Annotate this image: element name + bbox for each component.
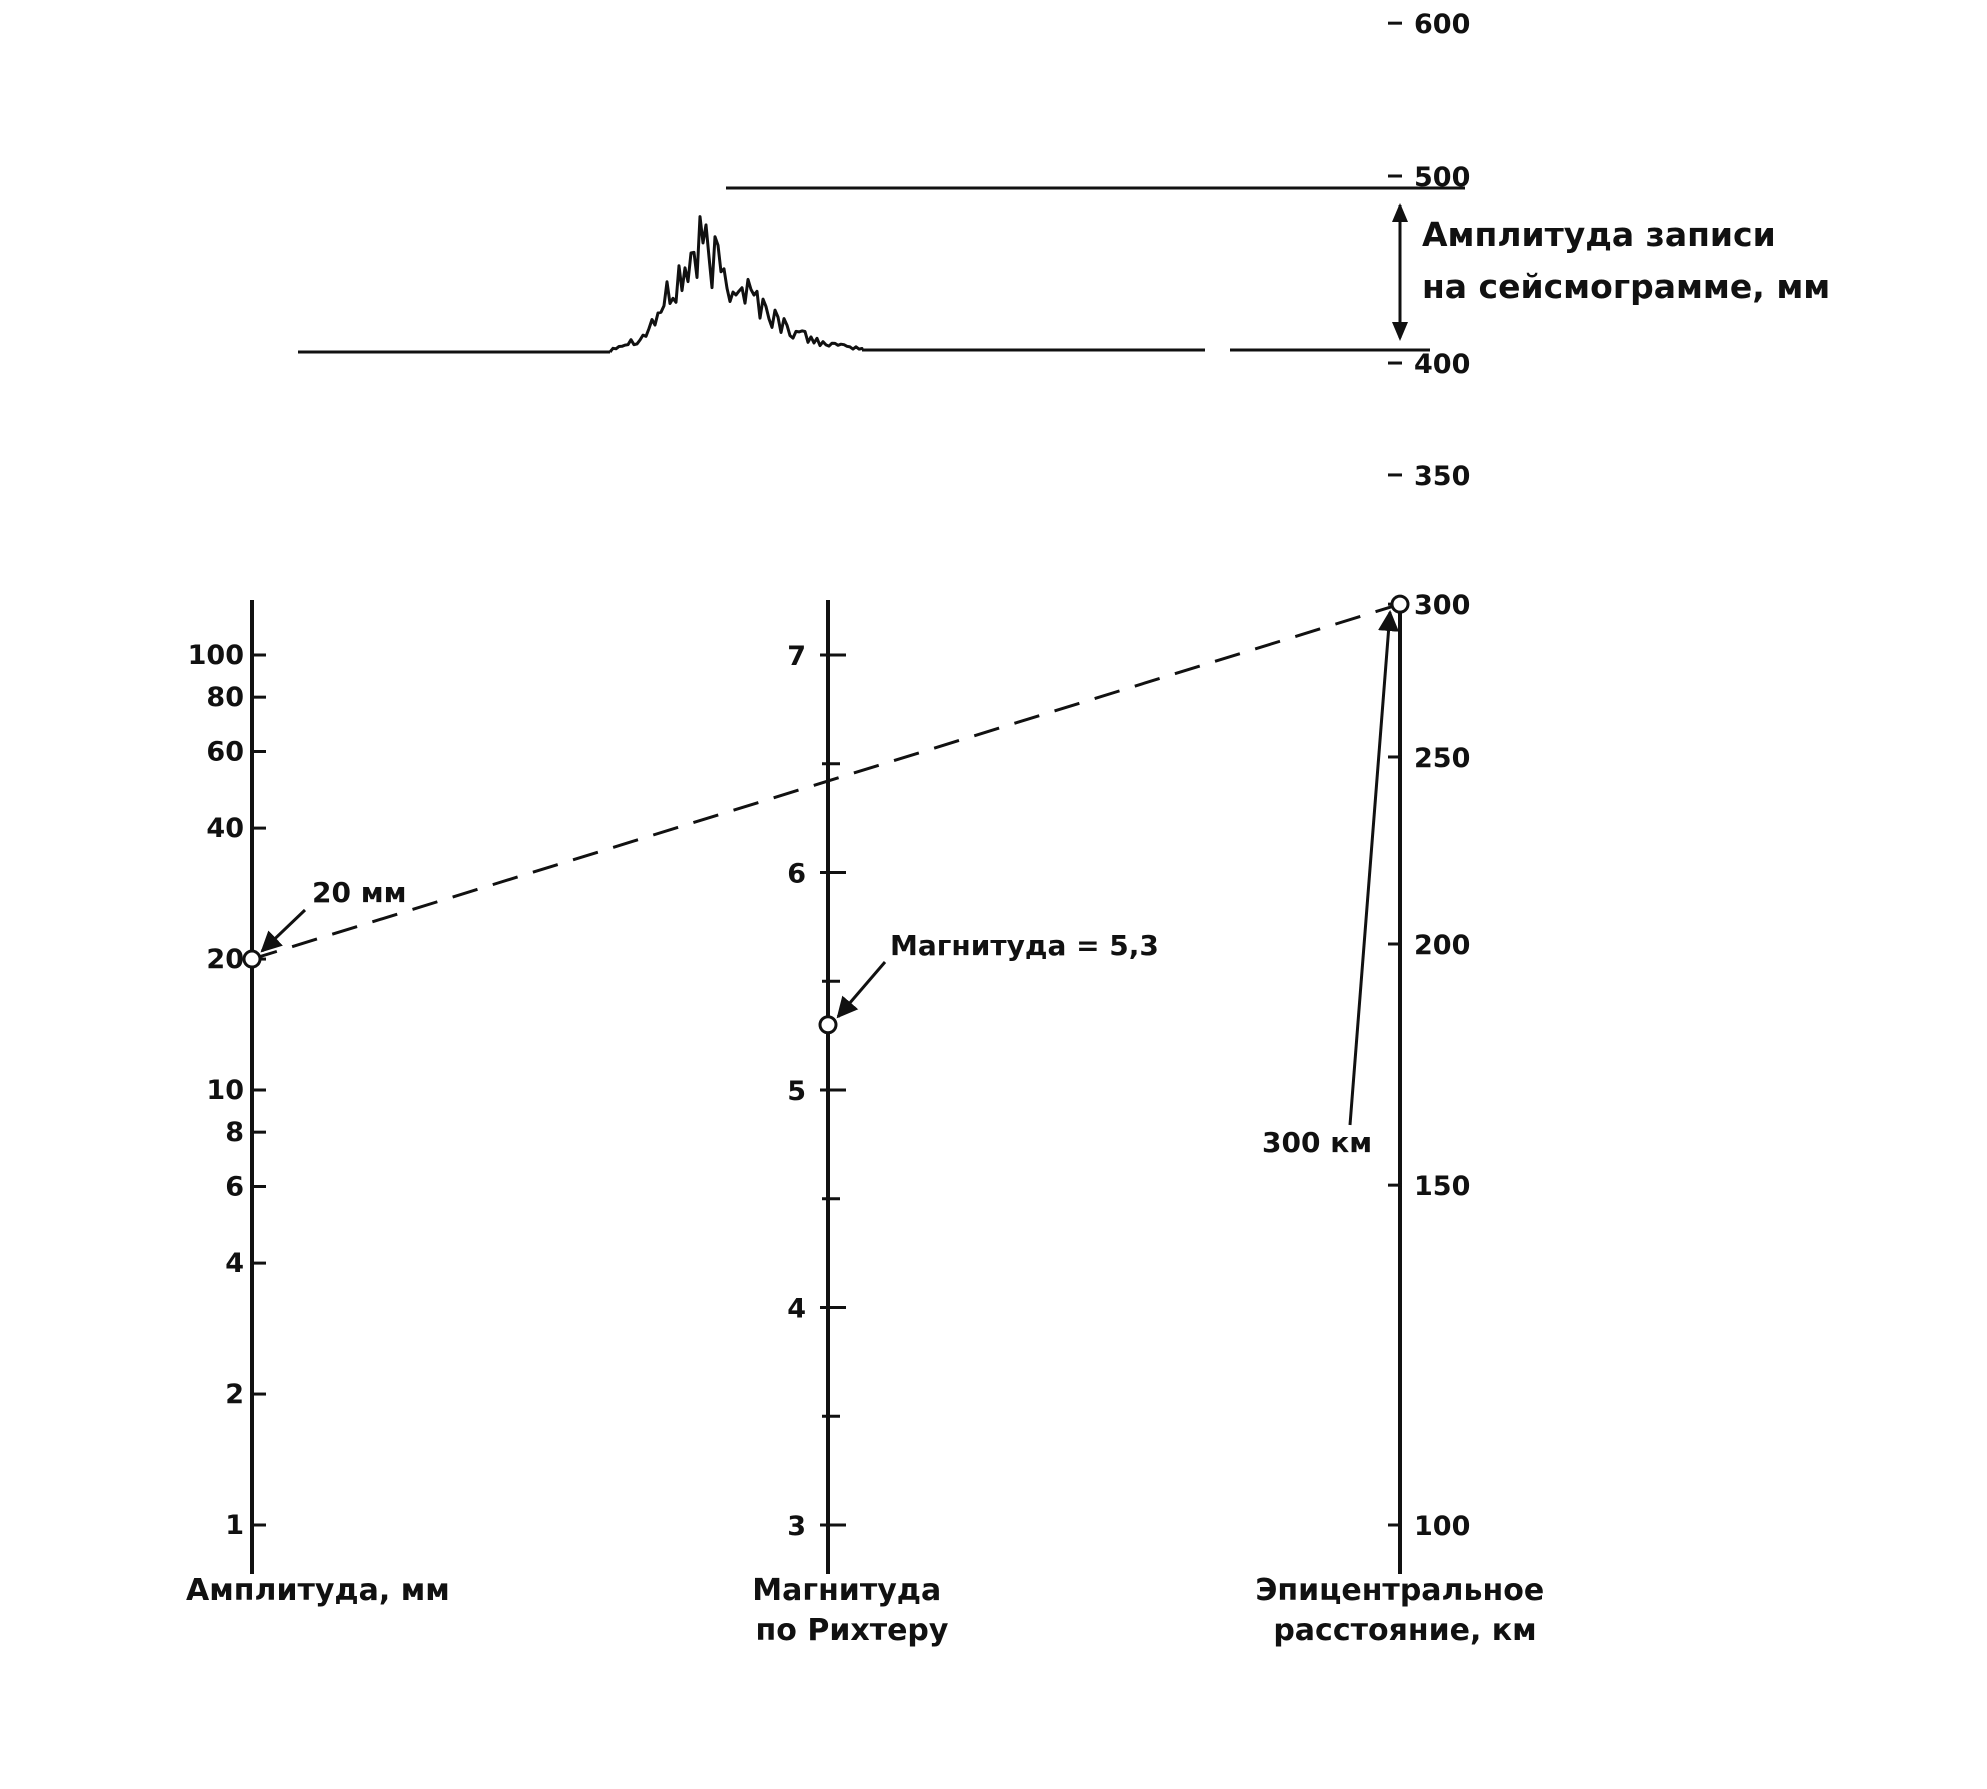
magnitude-axis-title-line2: по Рихтеру: [755, 1613, 949, 1648]
amplitude-tick-label: 40: [206, 813, 244, 845]
example-amplitude-label: 20 мм: [312, 876, 407, 909]
example-magnitude-label: Магнитуда = 5,3: [890, 929, 1159, 962]
distance-tick-label: 250: [1414, 742, 1471, 774]
example-magnitude-arrow: [838, 962, 885, 1017]
amplitude-tick-label: 2: [225, 1379, 244, 1411]
distance-axis-title-line2: расстояние, км: [1273, 1613, 1537, 1648]
example-amplitude-annotation: [262, 876, 407, 951]
example-distance-annotation: [1262, 612, 1390, 1159]
amplitude-tick-label: 1: [225, 1510, 244, 1541]
distance-tick-label: 600: [1414, 9, 1471, 41]
example-distance-arrow: [1350, 612, 1390, 1125]
amplitude-tick-label: 100: [187, 640, 244, 671]
magnitude-axis-title: [752, 1573, 951, 1648]
magnitude-axis-ticks: [787, 641, 846, 1542]
amplitude-axis-ticks: [188, 640, 266, 1541]
seismogram-amplitude-label: [1422, 215, 1830, 306]
seismogram-amplitude-label-line1: Амплитуда записи: [1422, 215, 1776, 254]
example-magnitude-point: [820, 1017, 836, 1033]
distance-tick-label: 200: [1414, 930, 1471, 962]
amplitude-tick-label: 10: [206, 1075, 244, 1106]
amplitude-tick-label: 60: [206, 736, 244, 768]
amplitude-tick-label: 6: [225, 1171, 244, 1203]
distance-tick-label: 400: [1414, 349, 1471, 381]
amplitude-tick-label: 8: [225, 1117, 244, 1149]
distance-tick-label: 100: [1414, 1511, 1471, 1542]
distance-tick-label: 500: [1414, 161, 1471, 193]
nomogram: [186, 0, 1555, 1648]
seismogram-trace: [610, 217, 862, 352]
distance-axis-title: [1255, 1573, 1554, 1648]
amplitude-tick-label: 20: [206, 944, 244, 976]
amplitude-axis-title: Амплитуда, мм: [186, 1573, 450, 1608]
distance-tick-label: 350: [1414, 460, 1471, 492]
amplitude-tick-label: 4: [225, 1248, 244, 1280]
magnitude-axis-title-line1: Магнитуда: [752, 1573, 942, 1608]
seismogram: [298, 188, 1830, 352]
distance-axis-title-line1: Эпицентральное: [1255, 1573, 1545, 1608]
magnitude-tick-label: 5: [787, 1076, 806, 1107]
seismogram-amplitude-label-line2: на сейсмограмме, мм: [1422, 267, 1831, 306]
example-distance-label: 300 км: [1262, 1126, 1373, 1159]
example-distance-point: [1392, 596, 1408, 612]
magnitude-tick-label: 3: [787, 1511, 806, 1542]
distance-tick-label: 150: [1414, 1171, 1471, 1203]
magnitude-tick-label: 4: [787, 1293, 806, 1325]
magnitude-tick-label: 7: [787, 641, 806, 672]
amplitude-tick-label: 80: [206, 682, 244, 714]
distance-tick-label: 300: [1414, 590, 1471, 622]
amplitude-dimension-arrow: [1392, 203, 1408, 341]
example-amplitude-point: [244, 951, 260, 967]
magnitude-tick-label: 6: [787, 858, 806, 890]
example-magnitude-annotation: [838, 929, 1159, 1017]
